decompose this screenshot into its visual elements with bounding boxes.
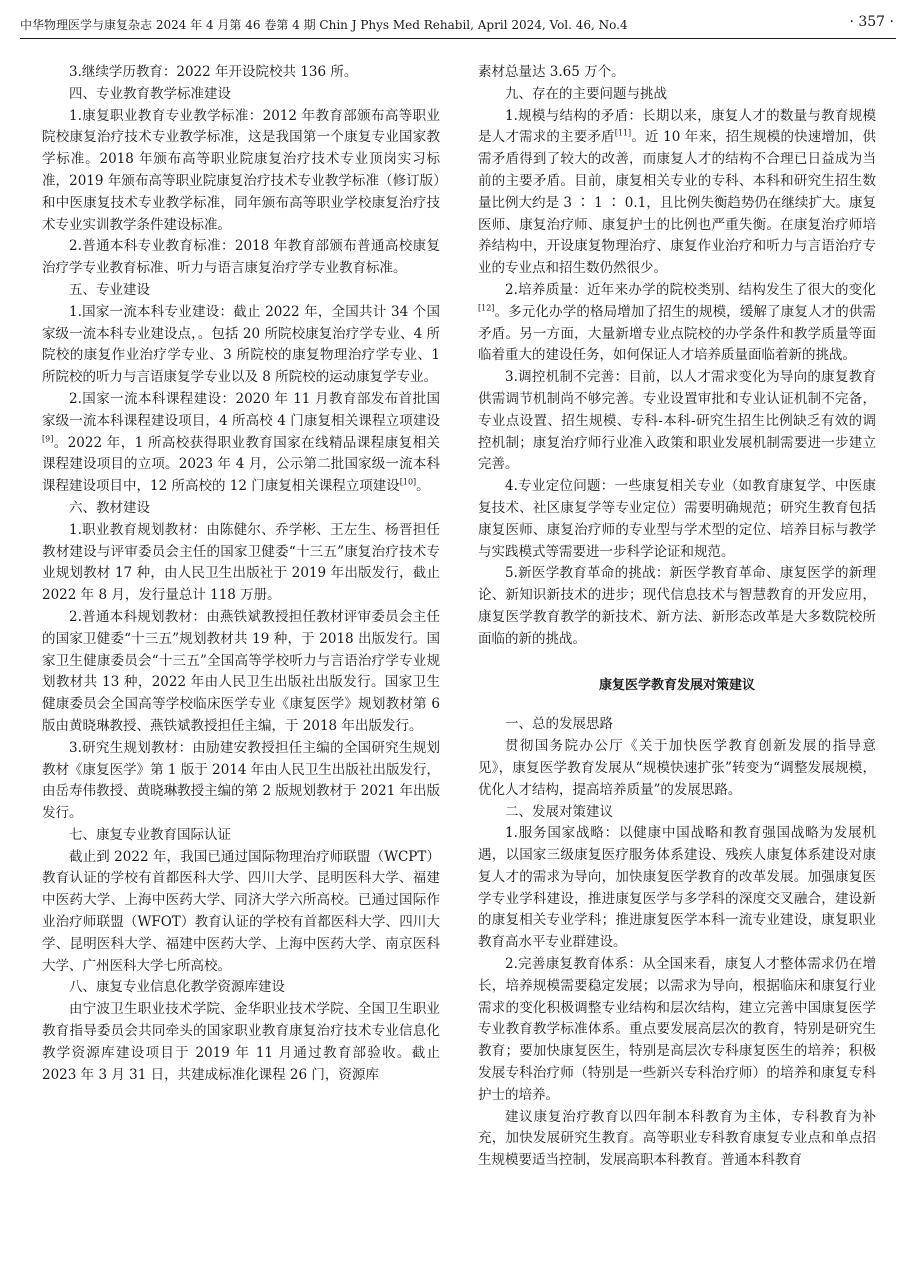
section-heading: 七、康复专业教育国际认证	[69, 826, 231, 843]
paragraph: 3.调控机制不完善：目前，以人才需求变化为导向的康复教育供需调节机制尚不够完善。专业设置审批和专业认证机制不完备，专业点设置、招生规模、专科-本科-研究生招生比例缺乏有效的调控机制；康复治疗师行业准入政策和职业发展机制需要进一步建立完善。	[478, 369, 876, 473]
header-rule	[20, 38, 896, 39]
section-heading: 五、专业建设	[69, 281, 150, 298]
text-run: 。2022 年，1 所高校获得职业教育国家在线精品课程康复相关课程建设项目的立项。2023 年 4 月，公示第二批国家级一流本科课程建设项目中，12 所高校的 12 门康复相关课程立项建设	[42, 434, 440, 495]
section-heading: 一、总的发展思路	[505, 716, 613, 733]
paragraph: 3.继续学历教育：2022 年开设院校共 136 所。	[69, 64, 358, 80]
section-title: 康复医学教育发展对策建议	[598, 677, 755, 693]
text-run: 。	[416, 478, 430, 495]
section-heading: 六、教材建设	[69, 499, 150, 516]
paragraph: 1.国家一流本科专业建设：截止 2022 年，全国共计 34 个国家级一流本科专业建设点，。包括 20 所院校康复治疗学专业、4 所院校的康复作业治疗学专业、3 所院校的康复物理治疗学专业、1 所院校的听力与言语康复学专业以及 8 所院校的运动康复学专业。	[42, 303, 440, 386]
paragraph	[478, 106, 876, 280]
text-run: 。多元化办学的格局增加了招生的规模，缓解了康复人才的供需矛盾。另一方面，大量新增专业点院校的办学条件和教学质量等面临着重大的建设任务，如何保证人才培养质量面临着新的挑战。	[478, 303, 876, 364]
section-heading: 四、专业教育教学标准建设	[69, 85, 231, 102]
journal-info: 中华物理医学与康复杂志 2024 年 4 月第 46 卷第 4 期 Chin J Phys Med Rehabil, April 2024, Vol. 46, No.4	[20, 18, 628, 32]
text-run: 1.规模与结构的矛盾：长期以来，康复人才的数量与教育规模是人才需求的主要矛盾	[478, 107, 876, 146]
section-heading: 八、康复专业信息化教学资源库建设	[69, 979, 285, 996]
citation: [11]	[614, 128, 632, 138]
text-run: 2.培养质量：近年来办学的院校类别、结构发生了很大的变化	[505, 281, 876, 298]
paragraph: 1.职业教育规划教材：由陈健尔、乔学彬、王左生、杨晋担任教材建设与评审委员会主任的国家卫健委“十三五”康复治疗技术专业规划教材 17 种，由人民卫生出版社于 2019 年出版发行，截止 2022 年 8 月，发行量总计 118 万册。	[42, 521, 440, 604]
paragraph: 由宁波卫生职业技术学院、金华职业技术学院、全国卫生职业教育指导委员会共同牵头的国家职业教育康复治疗技术专业信息化教学资源库建设项目于 2019 年 11 月通过教育部验收。截止 2023 年 3 月 31 日，共建成标准化课程 26 门，资源库	[42, 1001, 440, 1083]
text-run: 。近 10 年来，招生规模的快速增加，供需矛盾得到了较大的改善，而康复人才的结构不合理已日益成为当前的主要矛盾。目前，康复相关专业的专科、本科和研究生招生数量比例大约是 3 ∶ 1 ∶ 0.1，且比例失衡趋势仍在继续扩大。康复医师、康复治疗师、康复护士的比例也严重失衡。在康复治疗师培养结构中，开设康复物理治疗、康复作业治疗和听力与言语治疗专业的专业点和招生数仍然很少。	[478, 129, 876, 277]
section-heading: 二、发展对策建议	[505, 803, 613, 820]
paragraph: 2.完善康复教育体系：从全国来看，康复人才整体需求仍在增长，培养规模需要稳定发展；以需求为导向，根据临床和康复行业需求的变化积极调整专业结构和层次结构，建立完善中国康复医学专业教育教学标准体系。重点要发展高层次的教育，特别是研究生教育；要加快康复医生，特别是高层次专科康复医生的培养；积极发展专科治疗师（特别是一些新兴专科治疗师）的培养和康复专科护士的培养。	[478, 956, 876, 1103]
paragraph: 2.普通本科规划教材：由燕铁斌教授担任教材评审委员会主任的国家卫健委“十三五”规划教材共 19 种，于 2018 出版发行。国家卫生健康委员会“十三五”全国高等学校听力与言语治疗学专业规划教材共 13 种，2022 年由人民卫生出版社出版发行。国家卫生健康委员会全国高等学校临床医学专业《康复医学》规划教材第 6 版由黄晓琳教授、燕铁斌教授担任主编，于 2018 年出版发行。	[42, 608, 440, 734]
citation: [9]	[42, 434, 54, 444]
paragraph: 建议康复治疗教育以四年制本科教育为主体，专科教育为补充，加快发展研究生教育。高等职业专科教育康复专业点和单点招生规模要适当控制，发展高职本科教育。普通本科教育	[478, 1108, 876, 1169]
paragraph: 4.专业定位问题：一些康复相关专业（如教育康复学、中医康复技术、社区康复学等专业定位）需要明确规范；研究生教育包括康复医师、康复治疗师的专业型与学术型的定位、培养目标与教学与实践模式等需要进一步科学论证和规范。	[478, 478, 876, 560]
page-number: · 357 ·	[849, 14, 894, 30]
paragraph: 截止到 2022 年，我国已通过国际物理治疗师联盟（WCPT）教育认证的学校有首都医科大学、四川大学、昆明医科大学、福建中医药大学、上海中医药大学、同济大学六所高校。已通过国际作业治疗师联盟（WFOT）教育认证的学校有首都医科大学、四川大学、昆明医科大学、福建中医药大学、上海中医药大学、南京医科大学、广州医科大学七所高校。	[42, 848, 440, 974]
section-heading: 九、存在的主要问题与挑战	[505, 85, 667, 102]
paragraph: 3.研究生规划教材：由励建安教授担任主编的全国研究生规划教材《康复医学》第 1 版于 2014 年由人民卫生出版社出版发行，由岳寿伟教授、黄晓琳教授主编的第 2 版规划教材于 2021 年出版发行。	[42, 739, 440, 822]
paragraph: 5.新医学教育革命的挑战：新医学教育革命、康复医学的新理论、新知识新技术的进步；现代信息技术与智慧教育的开发应用，康复医学教育教学的新技术、新方法、新形态改革是大多数院校所面临的新的挑战。	[478, 565, 876, 647]
paragraph	[42, 389, 440, 498]
paragraph: 1.服务国家战略：以健康中国战略和教育强国战略为发展机遇，以国家三级康复医疗服务体系建设、残疾人康复体系建设对康复人才的需求为导向，加快康复医学教育的改革发展。加强康复医学专业学科建设，推进康复医学与多学科的深度交叉融合，建设新的康复相关专业学科；推进康复医学本科一流专业建设，康复职业教育高水平专业群建设。	[478, 825, 876, 951]
running-header	[20, 14, 896, 36]
paragraph: 2.普通本科专业教育标准：2018 年教育部颁布普通高校康复治疗学专业教育标准、听力与语言康复治疗学专业教育标准。	[42, 238, 440, 277]
citation: [10]	[399, 477, 417, 487]
paragraph-continued: 素材总量达 3.65 万个。	[478, 64, 625, 80]
paragraph: 贯彻国务院办公厅《关于加快医学教育创新发展的指导意见》，康复医学教育发展从“规模快速扩张”转变为“调整发展规模，优化人才结构，提高培养质量”的发展思路。	[478, 738, 876, 798]
left-column	[42, 62, 440, 1086]
citation: [12]	[478, 303, 495, 313]
text-run: 2.国家一流本科课程建设：2020 年 11 月教育部发布首批国家级一流本科课程建设项目，4 所高校 4 门康复相关课程立项建设	[42, 390, 440, 429]
paragraph	[478, 280, 876, 367]
paragraph: 1.康复职业教育专业教学标准：2012 年教育部颁布高等职业院校康复治疗技术专业教学标准，这是我国第一个康复专业国家教学标准。2018 年颁布高等职业院康复治疗技术专业顶岗实习标准，2019 年颁布高等职业院康复治疗技术专业教学标准（修订版）和中医康复技术专业教学标准，同年颁布高等职业学校康复治疗技术专业实训教学条件建设标准。	[42, 107, 440, 233]
right-column	[478, 62, 876, 1172]
